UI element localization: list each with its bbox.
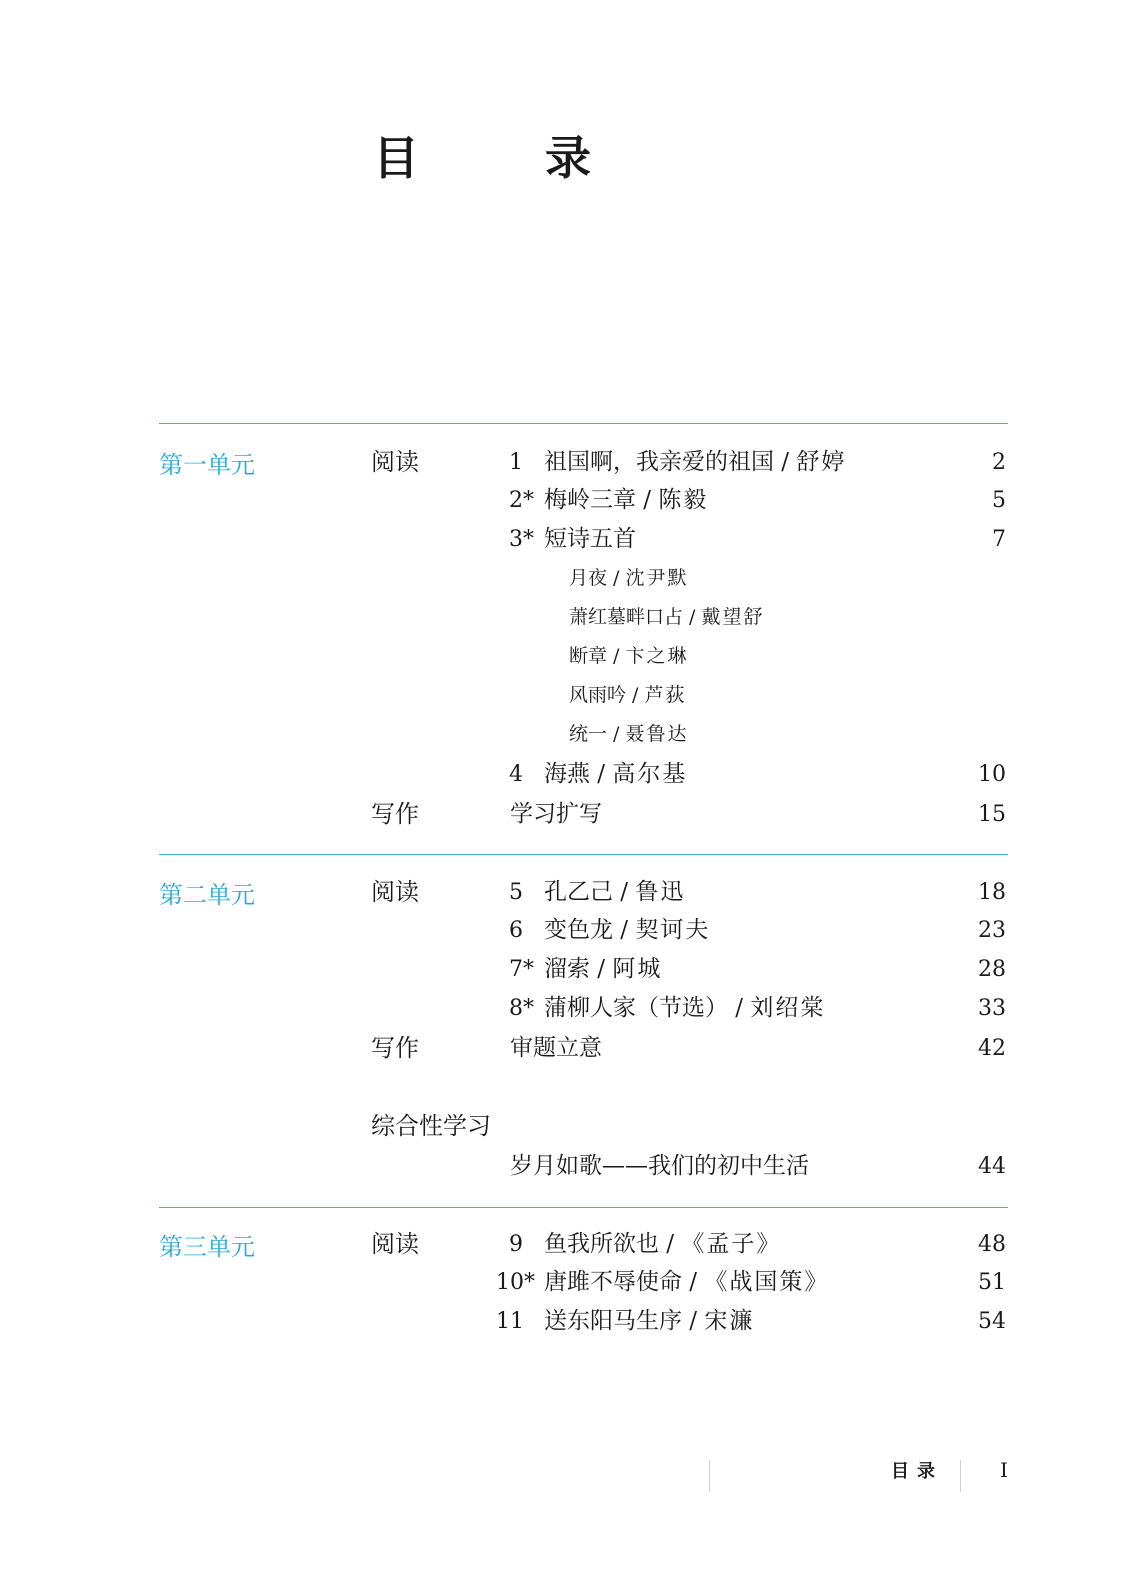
page-number: 33	[978, 996, 1006, 1021]
footer-page-number: I	[1000, 1458, 1008, 1482]
lesson-author: 鲁迅	[635, 879, 686, 905]
page-number: 51	[978, 1270, 1006, 1295]
lesson-author: 高尔基	[612, 761, 688, 787]
unit-divider	[159, 423, 1008, 424]
lesson-number: 2*	[509, 488, 534, 513]
separator: /	[613, 917, 636, 943]
lesson-title: 短诗五首	[544, 526, 636, 552]
section-comprehensive-label: 综合性学习	[371, 1112, 491, 1140]
separator: /	[626, 684, 645, 706]
page-number: 54	[978, 1309, 1006, 1334]
unit-label: 第一单元	[159, 451, 255, 479]
lesson-number: 1	[509, 450, 523, 475]
poem-title: 统一	[569, 723, 608, 745]
separator: /	[607, 645, 626, 667]
separator: /	[607, 723, 626, 745]
footer-divider	[709, 1460, 710, 1492]
lesson-title: 梅岭三章	[544, 487, 636, 513]
page-number: 15	[978, 802, 1006, 827]
lesson-title: 祖国啊，我亲爱的祖国	[544, 449, 774, 475]
lesson-title: 蒲柳人家（节选）	[544, 995, 728, 1021]
page-number: 48	[978, 1232, 1006, 1257]
lesson-title: 唐雎不辱使命	[544, 1269, 682, 1295]
separator: /	[590, 956, 613, 982]
page-number: 5	[992, 488, 1006, 513]
poem-author: 芦荻	[644, 684, 687, 706]
lesson-author: 《孟子》	[681, 1231, 782, 1257]
page-number: 10	[978, 762, 1006, 787]
lesson-author: 舒婷	[796, 449, 847, 475]
poem-entry[interactable]	[569, 681, 687, 709]
lesson-number: 11	[496, 1309, 524, 1334]
lesson-number: 5	[509, 880, 523, 905]
separator: /	[774, 449, 797, 475]
comprehensive-title: 岁月如歌——我们的初中生活	[510, 1153, 809, 1179]
footer-divider	[960, 1460, 961, 1492]
page-number: 44	[978, 1154, 1006, 1179]
separator: /	[613, 879, 636, 905]
lesson-title: 孔乙己	[544, 879, 613, 905]
lesson-number: 9	[509, 1232, 523, 1257]
footer-title: 目录	[891, 1461, 943, 1482]
page-number: 42	[978, 1036, 1006, 1061]
lesson-title: 海燕	[544, 761, 590, 787]
unit-divider	[159, 854, 1008, 855]
poem-title: 风雨吟	[569, 684, 627, 706]
section-read-label: 阅读	[371, 448, 419, 476]
poem-entry[interactable]	[569, 564, 689, 592]
unit-label: 第三单元	[159, 1233, 255, 1261]
separator: /	[590, 761, 613, 787]
lesson-author: 契诃夫	[635, 917, 711, 943]
section-write-label: 写作	[371, 1034, 419, 1062]
lesson-number: 7*	[509, 957, 534, 982]
page-title: 目 录	[373, 131, 631, 185]
page-number: 2	[992, 450, 1006, 475]
page-number: 28	[978, 957, 1006, 982]
lesson-title: 溜索	[544, 956, 590, 982]
section-write-label: 写作	[371, 800, 419, 828]
poem-author: 卞之琳	[625, 645, 689, 667]
lesson-number: 3*	[509, 527, 534, 552]
lesson-number: 6	[509, 918, 523, 943]
writing-title: 审题立意	[510, 1035, 602, 1061]
poem-author: 戴望舒	[701, 606, 765, 628]
poem-entry[interactable]	[569, 603, 765, 631]
lesson-author: 宋濂	[704, 1308, 755, 1334]
page-number: 7	[992, 527, 1006, 552]
unit-divider	[159, 1207, 1008, 1208]
separator: /	[659, 1231, 682, 1257]
poem-author: 沈尹默	[625, 567, 689, 589]
lesson-number: 8*	[509, 996, 534, 1021]
poem-title: 断章	[569, 645, 608, 667]
section-read-label: 阅读	[371, 1230, 419, 1258]
poem-entry[interactable]	[569, 720, 689, 748]
lesson-author: 刘绍棠	[750, 995, 826, 1021]
separator: /	[636, 487, 659, 513]
poem-title: 萧红墓畔口占	[569, 606, 684, 628]
lesson-author: 陈毅	[658, 487, 709, 513]
lesson-title: 送东阳马生序	[544, 1308, 682, 1334]
separator: /	[682, 1269, 705, 1295]
section-read-label: 阅读	[371, 878, 419, 906]
separator: /	[682, 1308, 705, 1334]
lesson-number: 4	[509, 762, 523, 787]
page-number: 18	[978, 880, 1006, 905]
separator: /	[607, 567, 626, 589]
poem-title: 月夜	[569, 567, 608, 589]
page-number: 23	[978, 918, 1006, 943]
unit-label: 第二单元	[159, 881, 255, 909]
writing-title: 学习扩写	[510, 801, 602, 827]
poem-author: 聂鲁达	[625, 723, 689, 745]
lesson-author: 《战国策》	[704, 1269, 830, 1295]
separator: /	[683, 606, 702, 628]
lesson-number: 10*	[496, 1270, 535, 1295]
separator: /	[728, 995, 751, 1021]
lesson-author: 阿城	[612, 956, 663, 982]
lesson-title: 鱼我所欲也	[544, 1231, 659, 1257]
poem-entry[interactable]	[569, 642, 689, 670]
lesson-title: 变色龙	[544, 917, 613, 943]
